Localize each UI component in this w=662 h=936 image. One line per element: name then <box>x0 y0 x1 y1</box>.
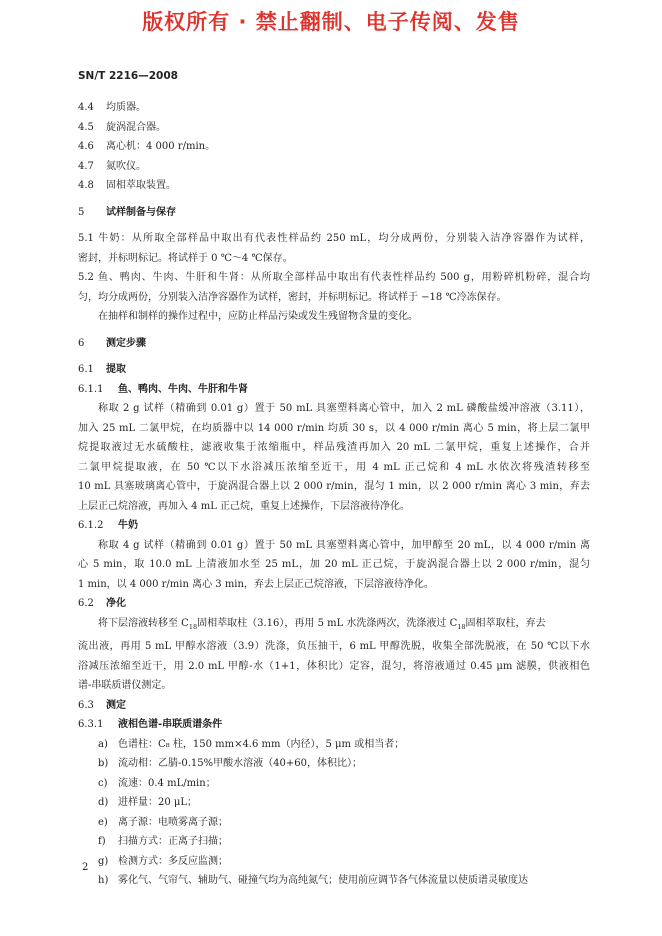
paragraph-line: 称取 2 g 试样（精确到 0.01 g）置于 50 mL 具塞塑料离心管中，加入 2 mL 磷酸盐缓冲溶液（3.11）， <box>98 403 590 414</box>
list-item: 4.4 均质器。 <box>78 102 146 113</box>
paragraph-line: 加入 25 mL 二氯甲烷，在均质器中以 14 000 r/min 均质 30 s，以 4 000 r/min 离心 5 min，将上层二氯甲 <box>78 422 590 434</box>
list-item: d) 进样量：20 μL； <box>98 797 198 808</box>
paragraph-line: 将下层溶液转移至 $C_{18}$固相萃取柱（3.16），再用 5 mL 水洗涤两次，洗涤液过 $C_{18}$固相萃取柱，弃去 <box>98 617 546 631</box>
copyright-watermark: 版权所有 · 禁止翻制、电子传阅、发售 <box>142 10 520 34</box>
page-number: 2 <box>82 862 89 873</box>
paragraph-line: 心 5 min，取 10.0 mL 上清液加水至 25 mL，加 20 mL 正己烷，于旋涡混合器上以 2 000 r/min，混匀 <box>78 559 590 570</box>
paragraph-line: 在抽样和制样的操作过程中，应防止样品污染或发生残留物含量的变化。 <box>98 311 418 322</box>
document-body <box>78 98 590 891</box>
paragraph-line: 谱-串联质谱仪测定。 <box>78 680 172 691</box>
subsection-heading: 6.3.1 液相色谱-串联质谱条件 <box>78 719 223 730</box>
list-item: e) 离子源：电喷雾离子源； <box>98 816 228 828</box>
paragraph-line: 二氯甲烷提取液，在 50 ℃以下水浴减压浓缩至近干，用 4 mL 正己烷和 4 mL 水依次将残渣转移至 <box>78 461 590 473</box>
subsection-heading: 6.1.2 牛奶 <box>78 520 138 531</box>
paragraph-line: 5.1 牛奶：从所取全部样品中取出有代表性样品约 250 mL，均分成两份，分别装入洁净容器作为试样， <box>78 233 590 244</box>
list-item: 4.5 旋涡混合器。 <box>78 121 166 133</box>
list-item: g) 检测方式：多反应监测； <box>98 855 228 867</box>
list-item: c) 流速：0.4 mL/min； <box>98 777 216 789</box>
list-item: h) 雾化气、气帘气、辅助气、碰撞气均为高纯氮气；使用前应调节各气体流量以使质谱灵敏度达 <box>98 875 528 886</box>
paragraph-line: 匀，均分成两份，分别装入洁净容器作为试样，密封，并标明标记。将试样于 −18 ℃冷冻保存。 <box>78 291 507 303</box>
subsection-heading: 6.2 净化 <box>78 598 126 609</box>
list-item: a) 色谱柱：C₈ 柱，150 mm×4.6 mm（内径），5 μm 或相当者； <box>98 738 405 750</box>
list-item: b) 流动相：乙腈-0.15%甲酸水溶液（40+60，体积比）； <box>98 758 362 769</box>
paragraph-line: 5.2 鱼、鸭肉、牛肉、牛肝和牛肾：从所取全部样品中取出有代表性样品约 500 g，用粉碎机粉碎，混合均 <box>78 272 590 283</box>
standard-number: SN/T 2216—2008 <box>78 70 178 82</box>
subsection-heading: 6.3 测定 <box>78 699 126 711</box>
paragraph-line: 流出液，再用 5 mL 甲醇水溶液（3.9）洗涤，负压抽干，6 mL 甲醇洗脱，收集全部洗脱液，在 50 ℃以下水 <box>78 641 590 652</box>
section-heading: 6 测定步骤 <box>78 337 146 349</box>
subsection-heading: 6.1 提取 <box>78 364 126 375</box>
section-heading: 5 试样制备与保存 <box>78 206 176 218</box>
paragraph-line: 密封，并标明标记。将试样于 0 ℃～4 ℃保存。 <box>78 252 293 264</box>
list-item: 4.7 氮吹仪。 <box>78 160 146 172</box>
paragraph-line: 烷提取液过无水硫酸柱，滤液收集于浓缩瓶中，样品残渣再加入 20 mL 二氯甲烷，重复上述操作，合并 <box>78 442 590 453</box>
list-item: 4.6 离心机：4 000 r/min。 <box>78 141 216 152</box>
subsection-heading: 6.1.1 鱼、鸭肉、牛肉、牛肝和牛肾 <box>78 383 248 395</box>
list-item: 4.8 固相萃取装置。 <box>78 180 176 191</box>
list-item: f) 扫描方式：正离子扫描； <box>98 836 228 847</box>
paragraph-line: 1 min，以 4 000 r/min 离心 3 min，弃去上层正己烷溶液，下层溶液待净化。 <box>78 578 434 590</box>
paragraph-line: 上层正己烷溶液，再加入 4 mL 正己烷，重复上述操作，下层溶液待净化。 <box>78 500 411 512</box>
paragraph-line: 10 mL 具塞玻璃离心管中，于旋涡混合器上以 2 000 r/min，混匀 1 min，以 2 000 r/min 离心 3 min，弃去 <box>78 481 590 492</box>
paragraph-line: 称取 4 g 试样（精确到 0.01 g）置于 50 mL 具塞塑料离心管中，加甲醇至 20 mL，以 4 000 r/min 离 <box>98 539 590 551</box>
paragraph-line: 浴减压浓缩至近干，用 2.0 mL 甲醇-水（1+1，体积比）定容，混匀，将溶液通过 0.45 μm 滤膜，供液相色 <box>78 660 590 672</box>
